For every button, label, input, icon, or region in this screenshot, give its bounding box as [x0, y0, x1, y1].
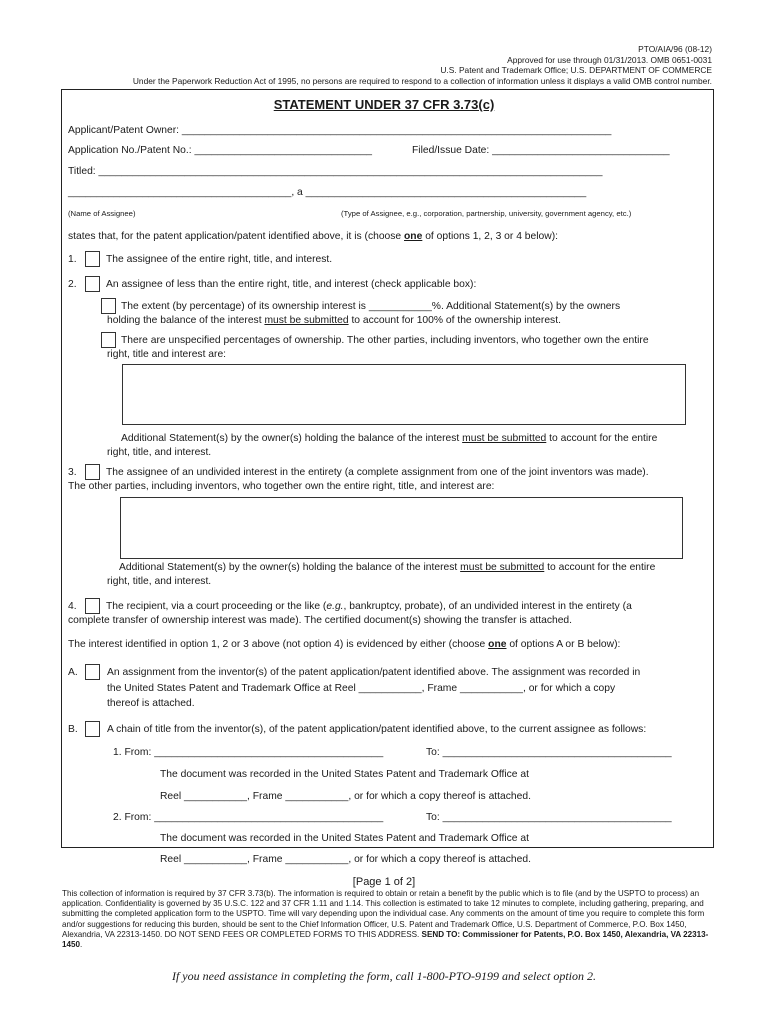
states-line: states that, for the patent application/patent identified above, it is (choose one of options 1, 2, 3 or 4 below): [68, 231, 558, 242]
option-2b-checkbox[interactable] [101, 332, 116, 348]
option-4-line1: The recipient, via a court proceeding or the like (e.g., bankruptcy, probate), of an undivided interest in the entirety (a [106, 601, 632, 612]
form-id: PTO/AIA/96 (08-12) [638, 44, 712, 54]
option-4-line2: complete transfer of ownership interest was made). The certified document(s) showing the transfer is attached. [68, 615, 573, 626]
titled-field[interactable]: Titled: ________________________________________________________________________________________ [68, 166, 603, 177]
option-a-label: A. [68, 667, 78, 678]
burden-statement: This collection of information is required by 37 CFR 3.73(b). The information is required to obtain or retain a benefit by the public which is to file (and by the USPTO to process) an application. Confidentiality is governed by 35 U.S.C. 122 and 37 CFR 1.11 and 1.14. This collection is estimated to take 12 minutes to complete, including gathering, preparing, and submitting the completed application form to the USPTO. Time will vary depending upon the individual case. Any comments on the amount of time you require to complete this form and/or suggestions for reducing this burden, should be sent to the Chief Information Officer, U.S. Patent and Trademark Office, U.S. Department of Commerce, P.O. Box 1450, Alexandria, VA 22313-1450. DO NOT SEND FEES OR COMPLETED FORMS TO THIS ADDRESS. SEND TO: Commissioner for Patents, P.O. Box 1450, Alexandria, VA 22313-1450. [62, 889, 709, 950]
chain-2-document-line: The document was recorded in the United States Patent and Trademark Office at [160, 833, 529, 844]
option-a-line1: An assignment from the inventor(s) of the patent application/patent identified above. The assignment was recorded in [107, 667, 641, 678]
chain-1-document-line: The document was recorded in the United States Patent and Trademark Office at [160, 769, 529, 780]
option-a-line3: thereof is attached. [107, 698, 195, 709]
form-header [52, 44, 712, 86]
option-3-additional-line1: Additional Statement(s) by the owner(s) holding the balance of the interest must be submitted to account for the entire [119, 562, 656, 573]
chain-2-to-field[interactable]: To: ________________________________________ [426, 812, 672, 823]
evidence-line: The interest identified in option 1, 2 or 3 above (not option 4) is evidenced by either (choose one of options A or B below): [68, 639, 621, 650]
option-2b-line1: There are unspecified percentages of ownership. The other parties, including inventors, who together own the entire [121, 335, 649, 346]
chain-1-to-field[interactable]: To: ________________________________________ [426, 747, 672, 758]
option-1-text: The assignee of the entire right, title, and interest. [106, 254, 333, 265]
paperwork-notice: Under the Paperwork Reduction Act of 1995, no persons are required to respond to a collection of information unless it displays a valid OMB control number. [132, 75, 712, 86]
option-2-text: An assignee of less than the entire right, title, and interest (check applicable box): [106, 279, 477, 290]
option-3-number: 3. [68, 467, 77, 478]
option-1-number: 1. [68, 254, 77, 265]
option-b-line1: A chain of title from the inventor(s), of the patent application/patent identified above, to the current assignee as follows: [107, 724, 647, 735]
option-3-line2: The other parties, including inventors, who together own the entire right, title, and interest are: [68, 481, 495, 492]
option-2a-line1: The extent (by percentage) of its ownership interest is ___________%. Additional Statement(s) by the owners [121, 301, 621, 312]
application-no-field[interactable]: Application No./Patent No.: _______________________________ [68, 145, 373, 156]
help-line: If you need assistance in completing the form, call 1-800-PTO-9199 and select option 2. [171, 969, 597, 983]
chain-2-from-field[interactable]: 2. From: ________________________________________ [113, 812, 384, 823]
form-title: STATEMENT UNDER 37 CFR 3.73(c) [273, 97, 495, 112]
owner-field[interactable]: Applicant/Patent Owner: ___________________________________________________________________________ [68, 125, 612, 136]
filed-date-field[interactable]: Filed/Issue Date: _______________________________ [412, 145, 670, 156]
option-3-owners-textbox[interactable] [120, 497, 683, 559]
option-2-additional-line2: right, title, and interest. [107, 447, 212, 458]
option-3-checkbox[interactable] [85, 464, 100, 480]
option-2-additional-line1: Additional Statement(s) by the owner(s) holding the balance of the interest must be submitted to account for the entire [121, 433, 658, 444]
chain-1-from-field[interactable]: 1. From: ________________________________________ [113, 747, 384, 758]
send-to-address: SEND TO: Commissioner for Patents, P.O. Box 1450, Alexandria, VA 22313-1450 [62, 929, 709, 950]
option-2-checkbox[interactable] [85, 276, 100, 292]
option-4-checkbox[interactable] [85, 598, 100, 614]
chain-1-reel-frame[interactable]: Reel ___________, Frame ___________, or for which a copy thereof is attached. [160, 791, 531, 802]
option-a-checkbox[interactable] [85, 664, 100, 680]
option-1-checkbox[interactable] [85, 251, 100, 267]
option-2b-line2: right, title and interest are: [107, 349, 227, 360]
option-a-line2: the United States Patent and Trademark Office at Reel ___________, Frame ___________, or for which a copy [107, 683, 616, 694]
assignee-field[interactable]: _______________________________________, a _________________________________________________ [68, 187, 587, 198]
page-number: [Page 1 of 2] [352, 876, 416, 888]
option-b-label: B. [68, 724, 78, 735]
approval-line: Approved for use through 01/31/2013. OMB 0651-0031 [507, 54, 712, 65]
option-4-number: 4. [68, 601, 77, 612]
chain-2-reel-frame[interactable]: Reel ___________, Frame ___________, or for which a copy thereof is attached. [160, 854, 531, 865]
name-of-assignee-label: (Name of Assignee) [68, 209, 136, 218]
option-b-checkbox[interactable] [85, 721, 100, 737]
office-line: U.S. Patent and Trademark Office; U.S. DEPARTMENT OF COMMERCE [440, 65, 712, 75]
type-of-assignee-label: (Type of Assignee, e.g., corporation, partnership, university, government agency, etc.) [341, 209, 632, 218]
option-2-number: 2. [68, 279, 77, 290]
option-3-additional-line2: right, title, and interest. [107, 576, 212, 587]
option-2a-line2: holding the balance of the interest must be submitted to account for 100% of the ownership interest. [107, 315, 561, 326]
option-2a-checkbox[interactable] [101, 298, 116, 314]
option-3-line1: The assignee of an undivided interest in the entirety (a complete assignment from one of the joint inventors was made). [106, 467, 649, 478]
option-2-owners-textbox[interactable] [122, 364, 686, 425]
